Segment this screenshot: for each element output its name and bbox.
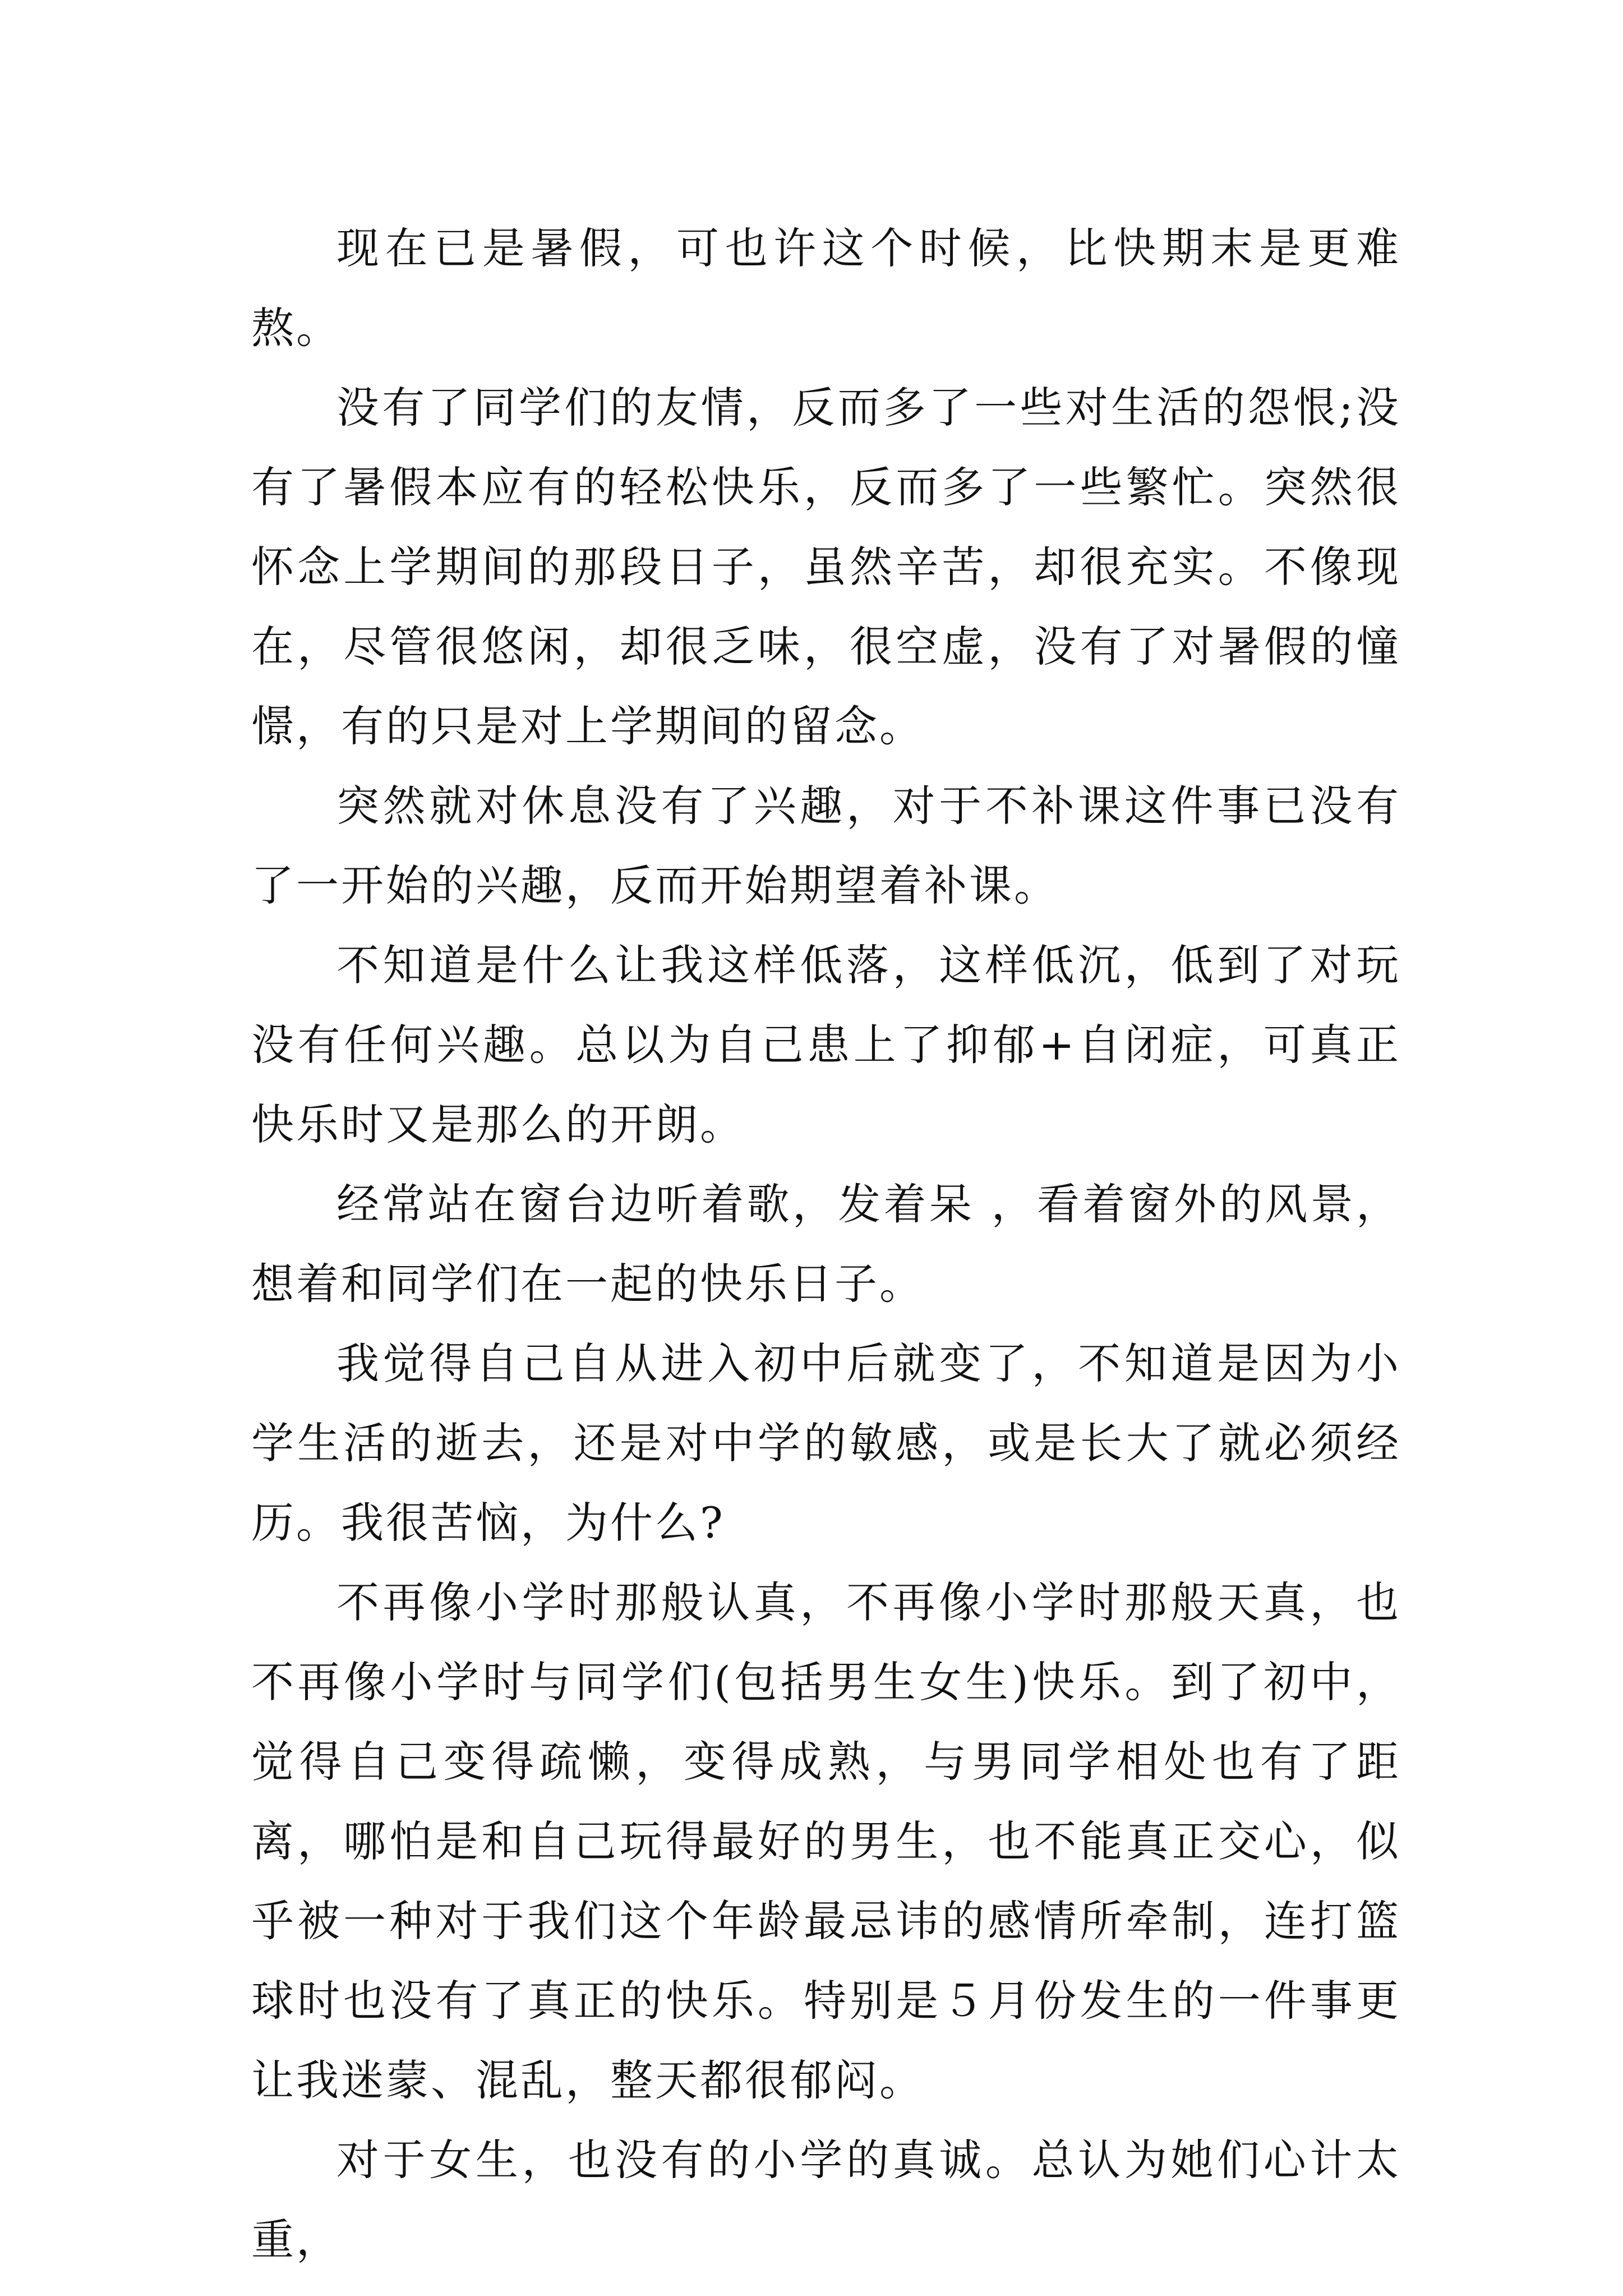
paragraph: 我觉得自己自从进入初中后就变了，不知道是因为小学生活的逝去，还是对中学的敏感，或是长大了就必须经历。我很苦恼，为什么?: [251, 1338, 1401, 1548]
paragraph: 没有了同学们的友情，反而多了一些对生活的怨恨;没有了暑假本应有的轻松快乐，反而多了一些繁忙。突然很怀念上学期间的那段日子，虽然辛苦，却很充实。不像现在，尽管很悠闲，却很乏味，很空虚，没有了对暑假的憧憬，有的只是对上学期间的留念。: [251, 383, 1401, 751]
paragraph: 经常站在窗台边听着歌，发着呆 ，看着窗外的风景，想着和同学们在一起的快乐日子。: [251, 1179, 1401, 1309]
paragraph: 现在已是暑假，可也许这个时候，比快期末是更难熬。: [251, 223, 1401, 353]
paragraph: 不知道是什么让我这样低落，这样低沉，低到了对玩没有任何兴趣。总以为自己患上了抑郁+自闭症，可真正快乐时又是那么的开朗。: [251, 940, 1401, 1149]
document-body: [251, 209, 1401, 2280]
paragraph: 突然就对休息没有了兴趣，对于不补课这件事已没有了一开始的兴趣，反而开始期望着补课。: [251, 781, 1401, 910]
paragraph: 不再像小学时那般认真，不再像小学时那般天真，也不再像小学时与同学们(包括男生女生)快乐。到了初中，觉得自己变得疏懒，变得成熟，与男同学相处也有了距离，哪怕是和自己玩得最好的男生，也不能真正交心，似乎被一种对于我们这个年龄最忌讳的感情所牵制，连打篮球时也没有了真正的快乐。特别是５月份发生的一件事更让我迷蒙、混乱，整天都很郁闷。: [251, 1577, 1401, 2105]
paragraph: 对于女生，也没有的小学的真诚。总认为她们心计太重，: [251, 2135, 1401, 2265]
